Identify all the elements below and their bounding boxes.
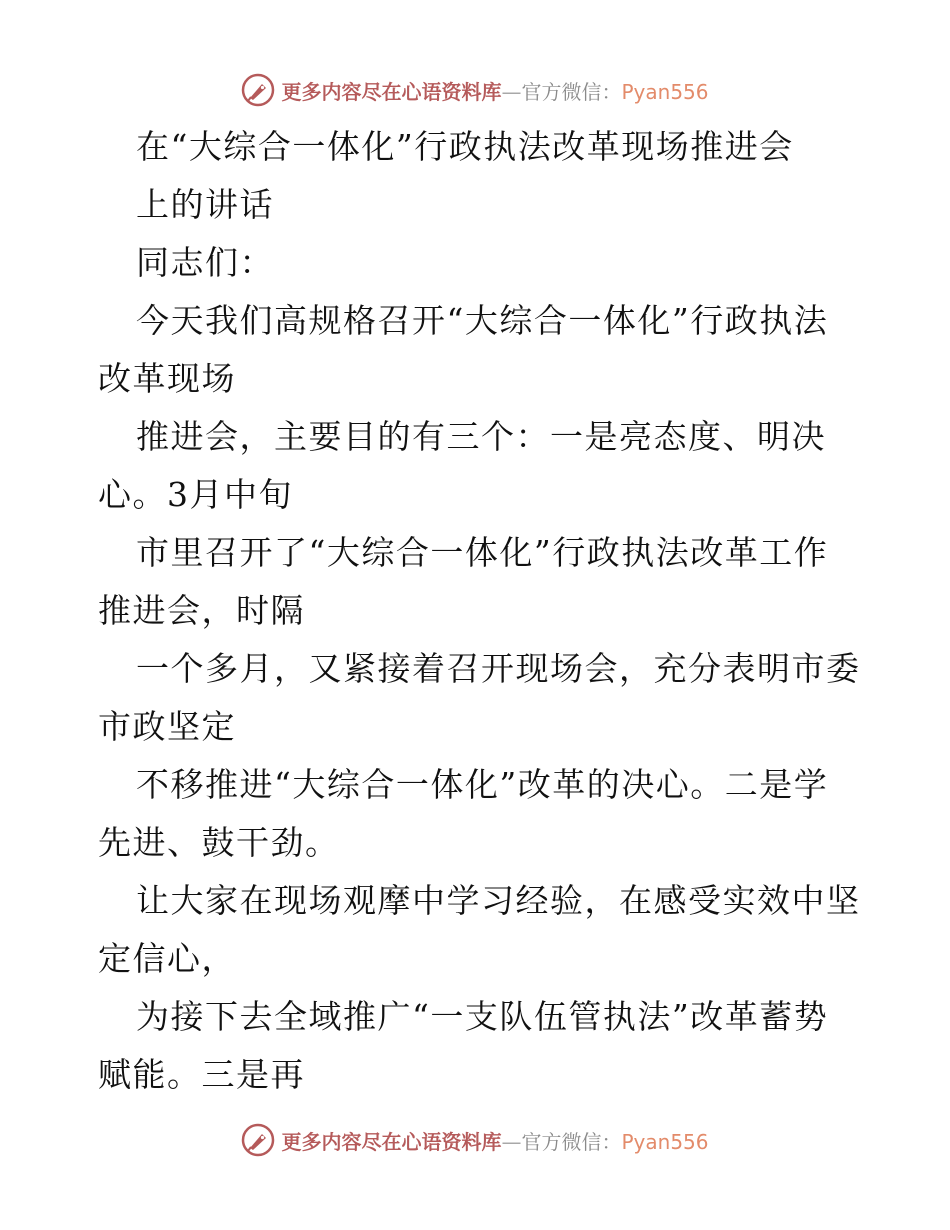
watermark-text	[281, 1126, 708, 1155]
document-body	[98, 118, 861, 1104]
text-line: 市里召开了“大综合一体化”行政执法改革工作	[136, 533, 829, 572]
text-line: 在“大综合一体化”行政执法改革现场推进会	[136, 127, 794, 166]
text-line: 推进会，时隔	[98, 591, 305, 630]
header-watermark	[0, 70, 950, 110]
watermark-brand: 更多内容尽在心语资料库	[281, 79, 502, 104]
text-line: 上的讲话	[136, 185, 274, 224]
text-line: 先进、鼓干劲。	[98, 823, 340, 862]
text-line: 不移推进“大综合一体化”改革的决心。二是学	[136, 765, 829, 804]
watermark-brand: 更多内容尽在心语资料库	[281, 1129, 502, 1154]
text-line: 为接下去全域推广“一支队伍管执法”改革蓄势	[136, 997, 829, 1036]
pen-nib-logo-icon	[241, 73, 275, 107]
text-line: 改革现场	[98, 359, 236, 398]
pen-nib-logo-icon	[241, 1123, 275, 1157]
text-line: 让大家在现场观摩中学习经验，在感受实效中坚	[136, 881, 861, 920]
watermark-separator: —	[501, 79, 522, 104]
watermark-wechat-label: 官方微信：	[521, 79, 622, 104]
text-line: 一个多月，又紧接着召开现场会，充分表明市委	[136, 649, 861, 688]
watermark-wechat-label: 官方微信：	[521, 1129, 622, 1154]
text-line: 心。3月中旬	[98, 475, 293, 514]
watermark-text	[281, 76, 708, 105]
footer-watermark	[0, 1120, 950, 1160]
text-line: 定信心，	[98, 939, 236, 978]
watermark-wechat-handle: Pyan556	[621, 79, 709, 104]
watermark-wechat-handle: Pyan556	[621, 1129, 709, 1154]
text-line: 今天我们高规格召开“大综合一体化”行政执法	[136, 301, 829, 340]
watermark-separator: —	[501, 1129, 522, 1154]
text-line: 同志们：	[136, 243, 274, 282]
text-line: 推进会，主要目的有三个：一是亮态度、明决	[136, 417, 826, 456]
text-line: 市政坚定	[98, 707, 236, 746]
text-line: 赋能。三是再	[98, 1055, 305, 1094]
